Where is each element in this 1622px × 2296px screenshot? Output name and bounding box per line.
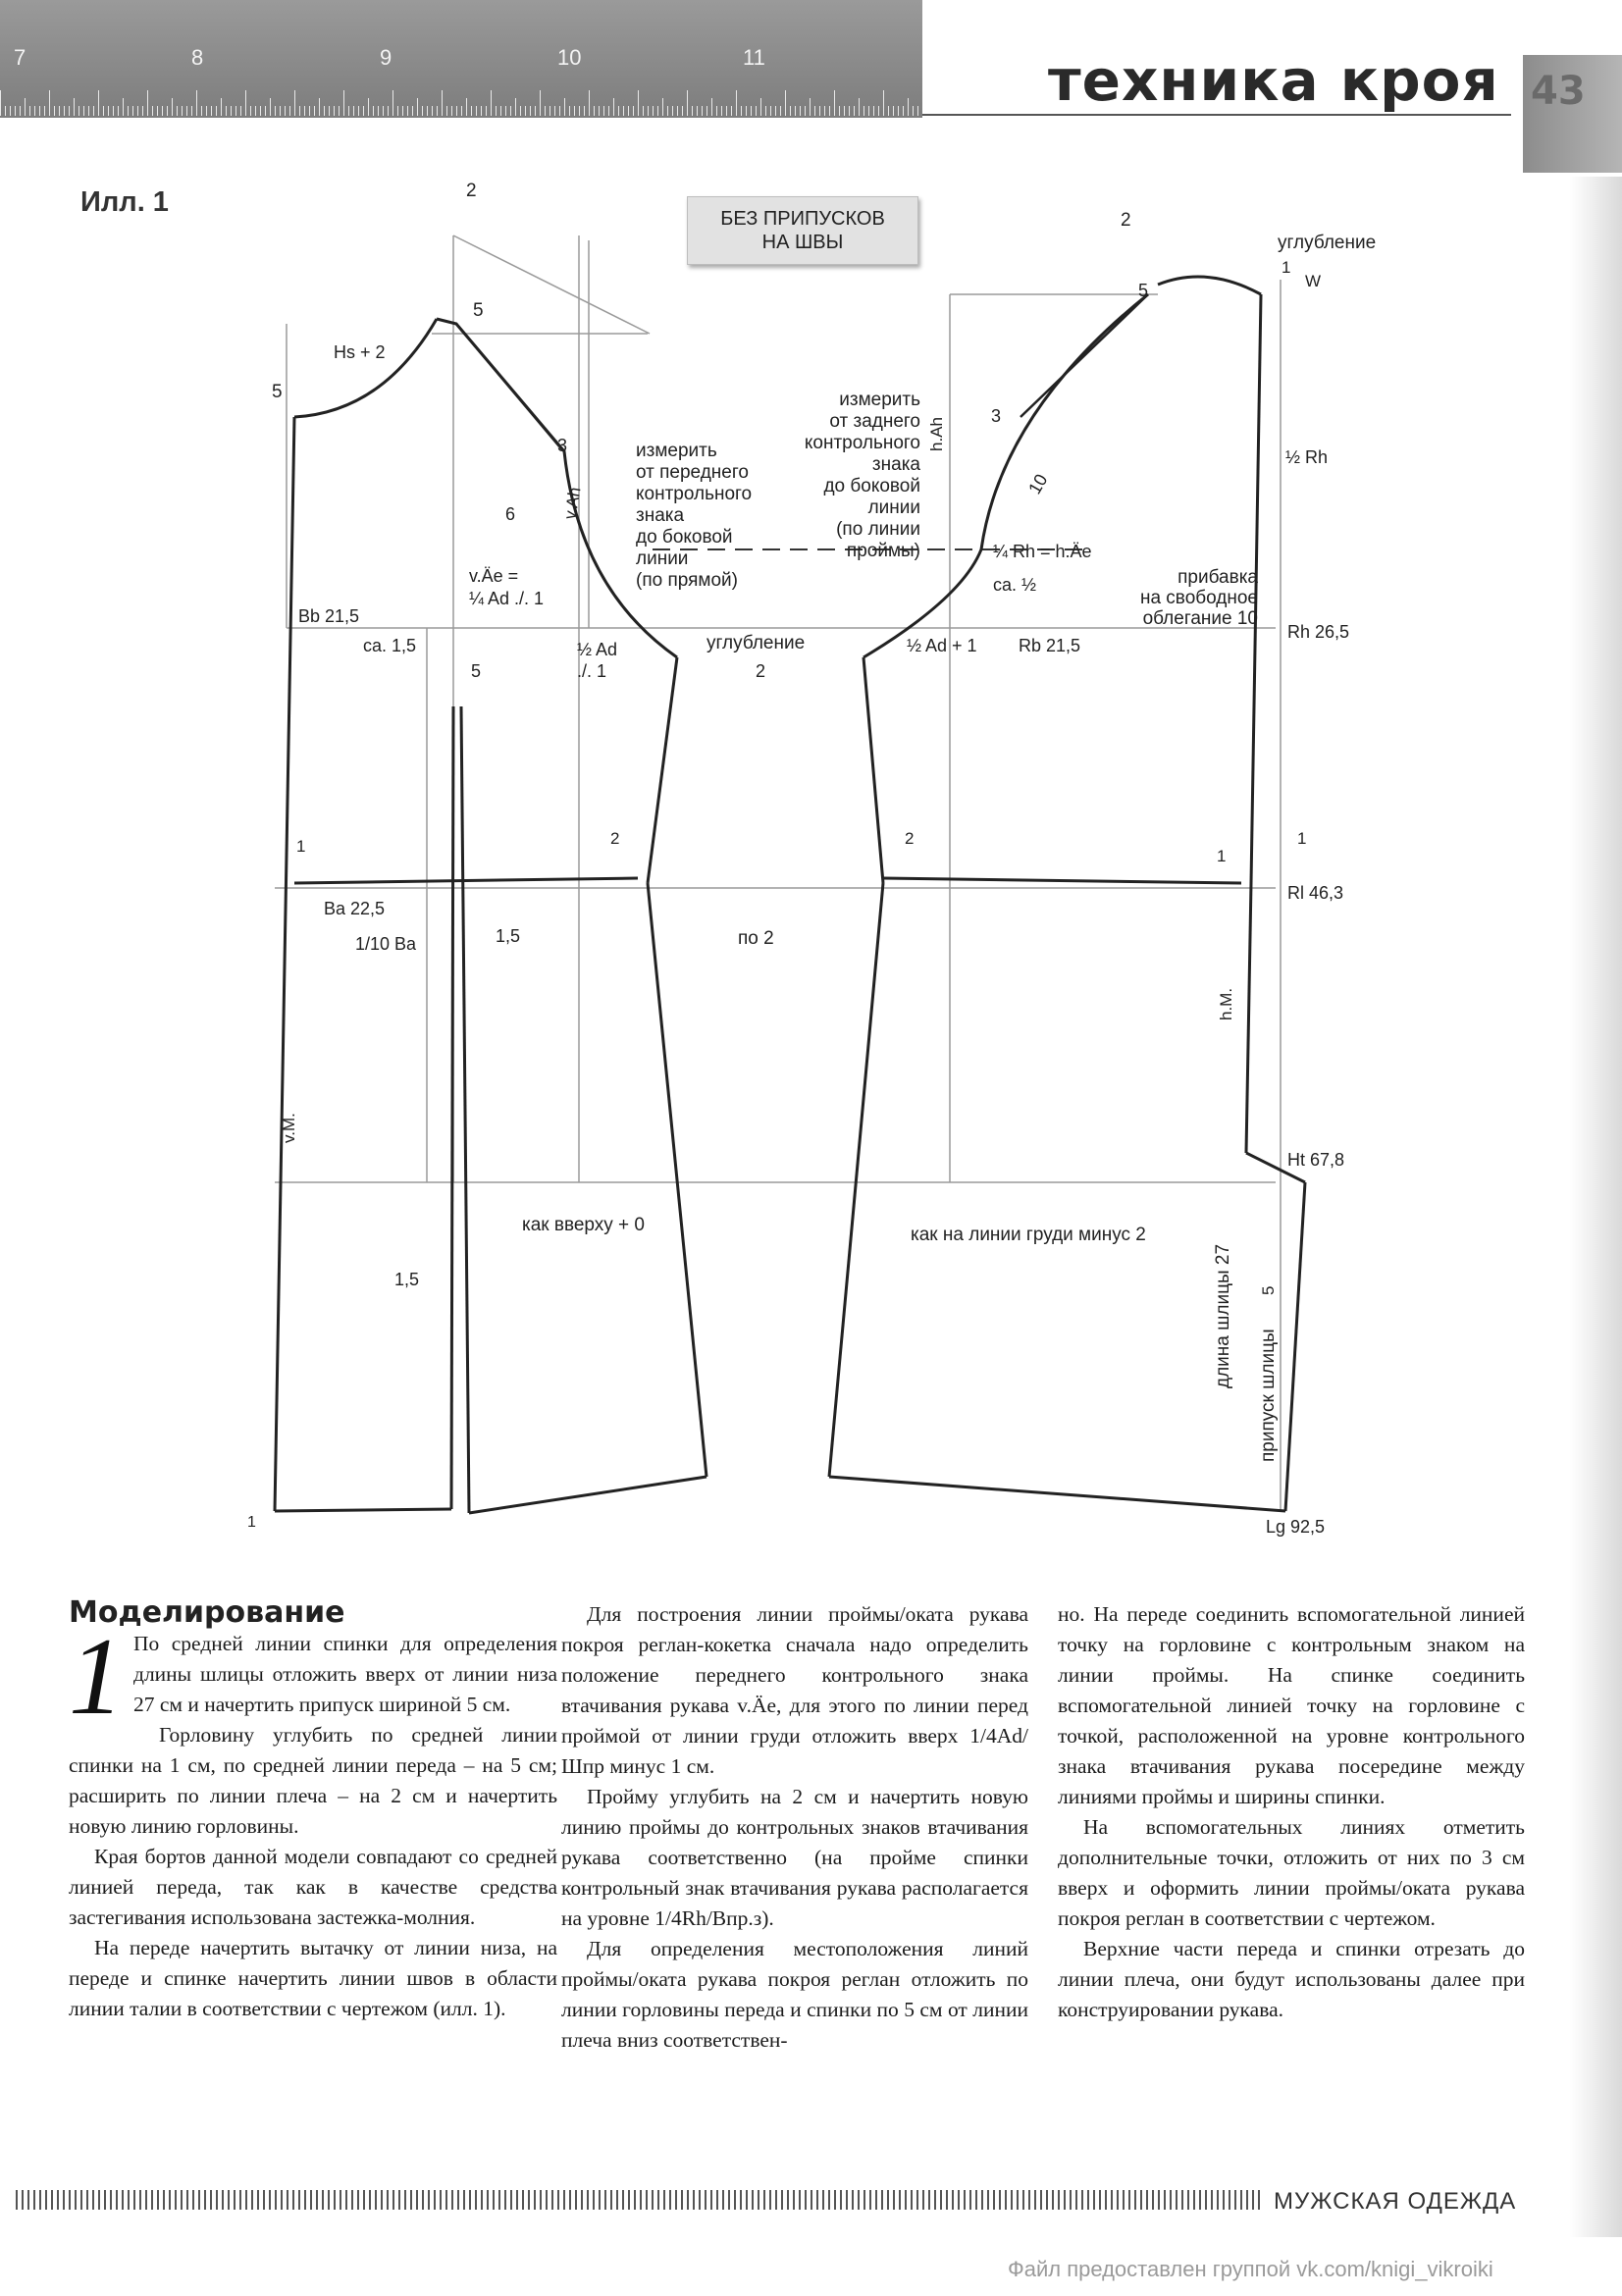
lbl-vae-1: ¼ Ad ./. 1 <box>469 589 545 608</box>
ruler-tick <box>235 106 236 116</box>
ruler-tick <box>373 106 374 116</box>
ruler-tick <box>137 106 138 116</box>
ruler-tick <box>594 106 595 116</box>
ruler-number: 7 <box>14 45 26 70</box>
ruler-tick <box>34 106 35 116</box>
ruler-tick <box>638 90 639 116</box>
ruler-tick <box>388 106 389 116</box>
ruler-tick <box>633 106 634 116</box>
lbl-measure-front-1: от переднего <box>636 462 749 483</box>
lbl-two-top-right: 2 <box>1121 210 1131 231</box>
footer-barcode-strip <box>16 2190 1262 2210</box>
lbl-rl: Rl 46,3 <box>1287 883 1344 903</box>
ruler-tick <box>805 106 806 116</box>
text-column-1 <box>69 1616 557 2024</box>
ruler-tick <box>569 106 570 116</box>
ruler-tick <box>731 106 732 116</box>
ruler-tick <box>226 106 227 116</box>
ruler-tick <box>917 106 918 116</box>
ruler-tick <box>167 106 168 116</box>
ruler-tick <box>716 106 717 116</box>
ruler-tick <box>535 106 536 116</box>
lbl-slit-allow: припуск шлицы <box>1258 1329 1279 1462</box>
lbl-vae-0: v.Äe = <box>469 566 519 586</box>
lbl-hm: h.M. <box>1217 987 1235 1020</box>
ruler-tick <box>549 106 550 116</box>
ruler-tick <box>10 106 11 116</box>
ruler-tick <box>29 106 30 116</box>
ruler-tick <box>510 106 511 116</box>
ruler-tick <box>206 106 207 116</box>
lbl-ba: Ba 22,5 <box>324 899 386 918</box>
lbl-ease-0: прибавка <box>1177 567 1258 588</box>
ruler-tick <box>672 106 673 116</box>
ruler-tick <box>623 106 624 116</box>
ruler-tick <box>437 106 438 116</box>
header-rule <box>922 114 1511 116</box>
lbl-rb: Rb 21,5 <box>1019 636 1081 655</box>
ruler-tick <box>83 106 84 116</box>
ruler-tick <box>191 106 192 116</box>
lbl-half-rh: ½ Rh <box>1285 447 1329 467</box>
ruler-tick <box>162 106 163 116</box>
lbl-measure-back-5: линии <box>867 497 920 518</box>
ruler-tick <box>589 90 590 116</box>
ruler-tick <box>496 106 497 116</box>
paragraph-1-3: Края бортов данной модели совпадают со средней линией переда, так как в качестве средства застегивания использована застежка-молния. <box>69 1845 557 1929</box>
ruler-tick <box>692 106 693 116</box>
ruler-tick <box>260 106 261 116</box>
ruler-tick <box>270 98 271 116</box>
ruler-tick <box>304 106 305 116</box>
ruler-tick <box>648 106 649 116</box>
ruler-tick <box>59 106 60 116</box>
ruler-tick <box>790 106 791 116</box>
construction-lines <box>275 235 1281 1511</box>
ruler-tick <box>756 106 757 116</box>
ruler-tick <box>78 106 79 116</box>
ruler-tick <box>280 106 281 116</box>
lbl-ca-half: ca. ½ <box>993 575 1037 595</box>
lbl-by-two: по 2 <box>738 928 774 949</box>
ruler-tick <box>446 106 447 116</box>
ruler-tick <box>231 106 232 116</box>
ruler-tick <box>69 106 70 116</box>
lbl-one-bottom: 1 <box>247 1514 256 1531</box>
lbl-five-mid: 5 <box>471 661 482 681</box>
ruler-tick <box>211 106 212 116</box>
ruler-tick <box>461 106 462 116</box>
lbl-ten: 10 <box>1024 470 1052 497</box>
ruler-tick <box>93 106 94 116</box>
ruler-tick <box>599 106 600 116</box>
ruler-tick <box>824 106 825 116</box>
ruler-tick <box>74 98 75 116</box>
ruler-tick <box>800 106 801 116</box>
ruler-tick <box>103 106 104 116</box>
ruler-tick <box>878 106 879 116</box>
lbl-five-slit: 5 <box>1259 1285 1278 1295</box>
lbl-one-left: 1 <box>296 837 306 856</box>
ruler-tick <box>702 106 703 116</box>
ruler-tick <box>5 106 6 116</box>
lbl-ht: Ht 67,8 <box>1287 1150 1345 1170</box>
ruler-tick <box>378 106 379 116</box>
ruler-tick <box>873 106 874 116</box>
ruler-tick <box>839 106 840 116</box>
credit-line: Файл предоставлен группой vk.com/knigi_vikroiki <box>1008 2257 1493 2281</box>
ruler-tick <box>746 106 747 116</box>
paragraph-3-3: Верхние части переда и спинки отрезать до линии плеча, они будут использованы далее при конструировании рукава. <box>1058 1937 1525 2021</box>
ruler-tick <box>711 98 712 116</box>
pattern-outline <box>275 277 1305 1513</box>
ruler-tick <box>653 106 654 116</box>
lbl-deepen-top: углубление <box>1278 233 1377 253</box>
ruler-tick <box>868 106 869 116</box>
ruler-tick <box>829 106 830 116</box>
lbl-three-left: 3 <box>557 436 568 455</box>
ruler-tick <box>697 106 698 116</box>
ruler-tick <box>314 106 315 116</box>
ruler-tick <box>471 106 472 116</box>
lbl-ca15: ca. 1,5 <box>363 636 417 655</box>
lbl-rh: Rh 26,5 <box>1287 622 1350 642</box>
ruler-tick <box>657 106 658 116</box>
ruler-tick <box>397 106 398 116</box>
ruler-tick <box>324 106 325 116</box>
ruler-tick <box>392 90 393 116</box>
lbl-measure-front-4: до боковой <box>636 527 733 548</box>
ruler-tick <box>520 106 521 116</box>
lbl-two-top-left: 2 <box>466 181 477 201</box>
ruler-tick <box>402 106 403 116</box>
lbl-one-tenth: 1/10 Ba <box>355 934 417 954</box>
ruler-tick <box>574 106 575 116</box>
figure-label: Илл. 1 <box>80 186 169 218</box>
ruler-tick <box>760 98 761 116</box>
ruler-tick <box>20 106 21 116</box>
paragraph-3-2: На вспомогательных линиях отметить дополнительные точки, отложить от них по 3 см вверх и оформить линии проймы/оката рукава покроя реглан в соответствии с чертежом. <box>1058 1815 1525 1930</box>
no-allowance-line-1: БЕЗ ПРИПУСКОВ <box>720 208 885 230</box>
ruler-tick <box>255 106 256 116</box>
ruler-tick <box>451 106 452 116</box>
ruler-tick <box>98 90 99 116</box>
ruler-tick <box>432 106 433 116</box>
ruler-tick <box>250 106 251 116</box>
ruler-tick <box>726 106 727 116</box>
ruler-tick <box>613 98 614 116</box>
lbl-measure-front-6: (по прямой) <box>636 570 738 591</box>
paragraph-1-1 <box>69 1616 557 1738</box>
ruler-tick <box>466 98 467 116</box>
ruler-tick <box>265 106 266 116</box>
no-allowance-line-2: НА ШВЫ <box>761 232 844 253</box>
ruler-tick <box>888 106 889 116</box>
ruler-tick <box>44 106 45 116</box>
ruler-tick <box>49 90 50 116</box>
ruler-tick <box>908 98 909 116</box>
ruler-tick <box>559 106 560 116</box>
lbl-one-top: 1 <box>1282 258 1291 277</box>
ruler-tick <box>721 106 722 116</box>
ruler-tick <box>770 106 771 116</box>
lbl-fifteen: 1,5 <box>496 926 521 946</box>
ruler-tick <box>309 106 310 116</box>
ruler-tick <box>147 90 148 116</box>
ruler-tick <box>182 106 183 116</box>
ruler-tick <box>245 90 246 116</box>
paragraph-2-3: Для определения местоположения линий проймы/оката рукава покроя реглан отложить по линии горловины переда и спинки по 5 см от линии плеча вниз соответствен- <box>561 1937 1028 2052</box>
ruler-tick <box>883 90 884 116</box>
ruler-tick <box>662 98 663 116</box>
lbl-vm: v.M. <box>280 1113 298 1143</box>
lbl-three-right: 3 <box>991 406 1002 426</box>
ruler-tick <box>913 106 914 116</box>
lbl-measure-back-7: проймы) <box>846 541 920 561</box>
text-column-3 <box>1058 1599 1525 2025</box>
ruler-tick <box>603 106 604 116</box>
ruler-tick <box>540 90 541 116</box>
ruler-tick <box>289 106 290 116</box>
ruler-tick <box>530 106 531 116</box>
lbl-slit-length: длина шлицы 27 <box>1213 1243 1233 1388</box>
ruler-tick <box>525 106 526 116</box>
ruler-tick <box>319 98 320 116</box>
ruler-tick <box>687 90 688 116</box>
ruler-tick <box>849 106 850 116</box>
ruler-number: 11 <box>743 45 765 70</box>
lbl-as-above: как вверху + 0 <box>522 1215 646 1235</box>
ruler-tick <box>819 106 820 116</box>
lbl-fifteen-low: 1,5 <box>394 1270 420 1289</box>
ruler-tick <box>476 106 477 116</box>
pattern-drawing <box>0 157 1622 1550</box>
lbl-measure-front-5: линии <box>636 548 689 569</box>
ruler-band <box>0 0 922 118</box>
lbl-two-a: 2 <box>610 829 620 848</box>
ruler-tick <box>677 106 678 116</box>
ruler-tick <box>294 90 295 116</box>
ruler-tick <box>893 106 894 116</box>
paragraph-1-1-text: По средней линии спинки для определения длины шлицы отложить вверх от линии низа 27 см и начертить припуск шириной 5 см. <box>133 1632 557 1716</box>
lbl-s-left: 5 <box>473 300 484 321</box>
lbl-ease-1: на свободное <box>1139 588 1258 608</box>
ruler-number: 10 <box>557 45 582 70</box>
paragraph-2-1: Для построения линии проймы/оката рукава покроя реглан-кокетка сначала надо определить положение переднего контрольного знака втачивания рукава v.Äe, для этого по линии перед проймой от линии груди отложить вверх 1/4Ad/Шпр минус 1 см. <box>561 1602 1028 1778</box>
lbl-measure-front-3: знака <box>636 505 685 526</box>
ruler-tick <box>363 106 364 116</box>
ruler-tick <box>500 106 501 116</box>
ruler-tick <box>329 106 330 116</box>
ruler-tick <box>486 106 487 116</box>
lbl-w: W <box>1305 272 1322 290</box>
ruler-tick <box>39 106 40 116</box>
ruler-tick <box>113 106 114 116</box>
ruler-tick <box>706 106 707 116</box>
ruler-tick <box>54 106 55 116</box>
lbl-measure-back-2: контрольного <box>804 433 920 453</box>
ruler-tick <box>216 106 217 116</box>
ruler-tick <box>564 98 565 116</box>
lbl-quarter-rh: ¼ Rh = h.Äe <box>993 542 1092 561</box>
ruler-tick <box>368 98 369 116</box>
ruler-tick <box>15 106 16 116</box>
lbl-measure-back-1: от заднего <box>829 411 920 432</box>
ruler-tick <box>358 106 359 116</box>
lbl-measure-back-3: знака <box>871 454 920 475</box>
footer-label: МУЖСКАЯ ОДЕЖДА <box>1274 2188 1517 2215</box>
lbl-one-far: 1 <box>1297 829 1307 848</box>
ruler-tick <box>339 106 340 116</box>
ruler-tick <box>196 90 197 116</box>
lbl-two-b: 2 <box>905 829 915 848</box>
ruler-tick <box>132 106 133 116</box>
ruler-tick <box>88 106 89 116</box>
lbl-hah: h.Ah <box>927 417 946 451</box>
ruler-tick <box>0 90 1 116</box>
lbl-ease-2: облегание 10 <box>1142 608 1258 629</box>
ruler-tick <box>775 106 776 116</box>
ruler-tick <box>177 106 178 116</box>
ruler-tick <box>422 106 423 116</box>
paragraph-3-1: но. На переде соединить вспомогательной линией точку на горловине с контрольным знаком на линии проймы. На спинке соединить вспомогательной линией точку на горловине с точкой, расположенной на уровне контрольного знака втачивания рукава посередине между линиями проймы и ширины спинки. <box>1058 1602 1525 1808</box>
ruler-tick <box>765 106 766 116</box>
lbl-bb: Bb 21,5 <box>298 606 360 626</box>
ruler-tick <box>844 106 845 116</box>
ruler-tick <box>64 106 65 116</box>
ruler-number: 9 <box>380 45 392 70</box>
section-subhead: Моделирование <box>69 1595 345 1630</box>
ruler-tick <box>407 106 408 116</box>
ruler-tick <box>682 106 683 116</box>
ruler-tick <box>334 106 335 116</box>
ruler-tick <box>903 106 904 116</box>
lbl-measure-back-6: (по линии <box>836 519 920 540</box>
ruler-tick <box>172 98 173 116</box>
ruler-tick <box>814 106 815 116</box>
ruler-tick <box>628 106 629 116</box>
ruler-tick <box>348 106 349 116</box>
ruler-tick <box>417 98 418 116</box>
lbl-measure-front-2: контрольного <box>636 484 753 504</box>
lbl-hs2: Hs + 2 <box>334 342 386 362</box>
ruler-tick <box>751 106 752 116</box>
ruler-tick <box>142 106 143 116</box>
ruler-tick <box>579 106 580 116</box>
ruler-tick <box>854 106 855 116</box>
paragraph-2-2: Пройму углубить на 2 см и начертить новую линию проймы до контрольных знаков втачивания рукава соответственно (на пройме спинки контрольный знак втачивания рукава располагается на уровне 1/4Rh/Впр.з). <box>561 1785 1028 1930</box>
ruler-tick <box>898 106 899 116</box>
ruler-tick <box>456 106 457 116</box>
ruler-tick <box>128 106 129 116</box>
ruler-tick <box>545 106 546 116</box>
ruler-tick <box>343 90 344 116</box>
ruler-tick <box>741 106 742 116</box>
lbl-five-left: 5 <box>272 382 283 402</box>
lbl-lg: Lg 92,5 <box>1266 1517 1326 1537</box>
lbl-one-right: 1 <box>1217 847 1227 865</box>
paragraph-1-4: На переде начертить вытачку от линии низа, на переде и спинке начертить линии швов в области линии талии в соответствии с чертежом (илл. 1). <box>69 1936 557 2020</box>
ruler-tick <box>515 98 516 116</box>
lbl-vah: v.Ah <box>560 486 585 521</box>
ruler-tick <box>859 98 860 116</box>
ruler-tick <box>780 106 781 116</box>
ruler-tick <box>643 106 644 116</box>
lbl-half-ad-1: ./. 1 <box>577 661 607 681</box>
ruler-tick <box>491 90 492 116</box>
ruler-tick <box>118 106 119 116</box>
ruler-tick <box>554 106 555 116</box>
ruler-tick <box>618 106 619 116</box>
ruler-tick <box>442 90 443 116</box>
lbl-six-left: 6 <box>505 504 516 524</box>
lbl-half-ad-plus: ½ Ad + 1 <box>907 636 977 655</box>
ruler-tick <box>299 106 300 116</box>
lbl-measure-back-0: измерить <box>839 390 920 410</box>
lbl-half-ad-0: ½ Ad <box>577 640 618 659</box>
ruler-tick <box>275 106 276 116</box>
ruler-tick <box>834 90 835 116</box>
ruler-tick <box>186 106 187 116</box>
ruler-tick <box>240 106 241 116</box>
ruler-tick <box>25 98 26 116</box>
ruler-tick <box>584 106 585 116</box>
ruler-tick <box>608 106 609 116</box>
drop-cap: 1 <box>69 1616 124 1738</box>
ruler-tick <box>736 90 737 116</box>
page-number: 43 <box>1531 69 1586 114</box>
ruler-tick <box>785 90 786 116</box>
ruler-tick <box>863 106 864 116</box>
ruler-tick <box>810 98 811 116</box>
ruler-tick <box>481 106 482 116</box>
ruler-tick <box>412 106 413 116</box>
lbl-two-mid: 2 <box>756 661 766 681</box>
lbl-measure-front-0: измерить <box>636 441 717 461</box>
lbl-s-right: 5 <box>1138 281 1149 300</box>
section-title: техника кроя <box>1048 47 1499 114</box>
lbl-as-chest: как на линии груди минус 2 <box>911 1225 1146 1245</box>
ruler-tick <box>795 106 796 116</box>
ruler-number: 8 <box>191 45 204 70</box>
ruler-tick <box>383 106 384 116</box>
ruler-tick <box>285 106 286 116</box>
ruler-tick <box>505 106 506 116</box>
text-column-2 <box>561 1599 1028 2056</box>
ruler-tick <box>353 106 354 116</box>
ruler-tick <box>108 106 109 116</box>
ruler-tick <box>667 106 668 116</box>
paragraph-1-2: Горловину углубить по средней линии спинки на 1 см, по средней линии переда – на 5 см; расширить по линии плеча – на 2 см и начертить новую линию горловины. <box>69 1723 557 1838</box>
ruler-tick <box>123 98 124 116</box>
ruler-tick <box>221 98 222 116</box>
lbl-deepen: углубление <box>706 633 806 653</box>
ruler-tick <box>201 106 202 116</box>
ruler-tick <box>157 106 158 116</box>
ruler-tick <box>152 106 153 116</box>
lbl-measure-back-4: до боковой <box>823 476 920 496</box>
ruler-tick <box>427 106 428 116</box>
